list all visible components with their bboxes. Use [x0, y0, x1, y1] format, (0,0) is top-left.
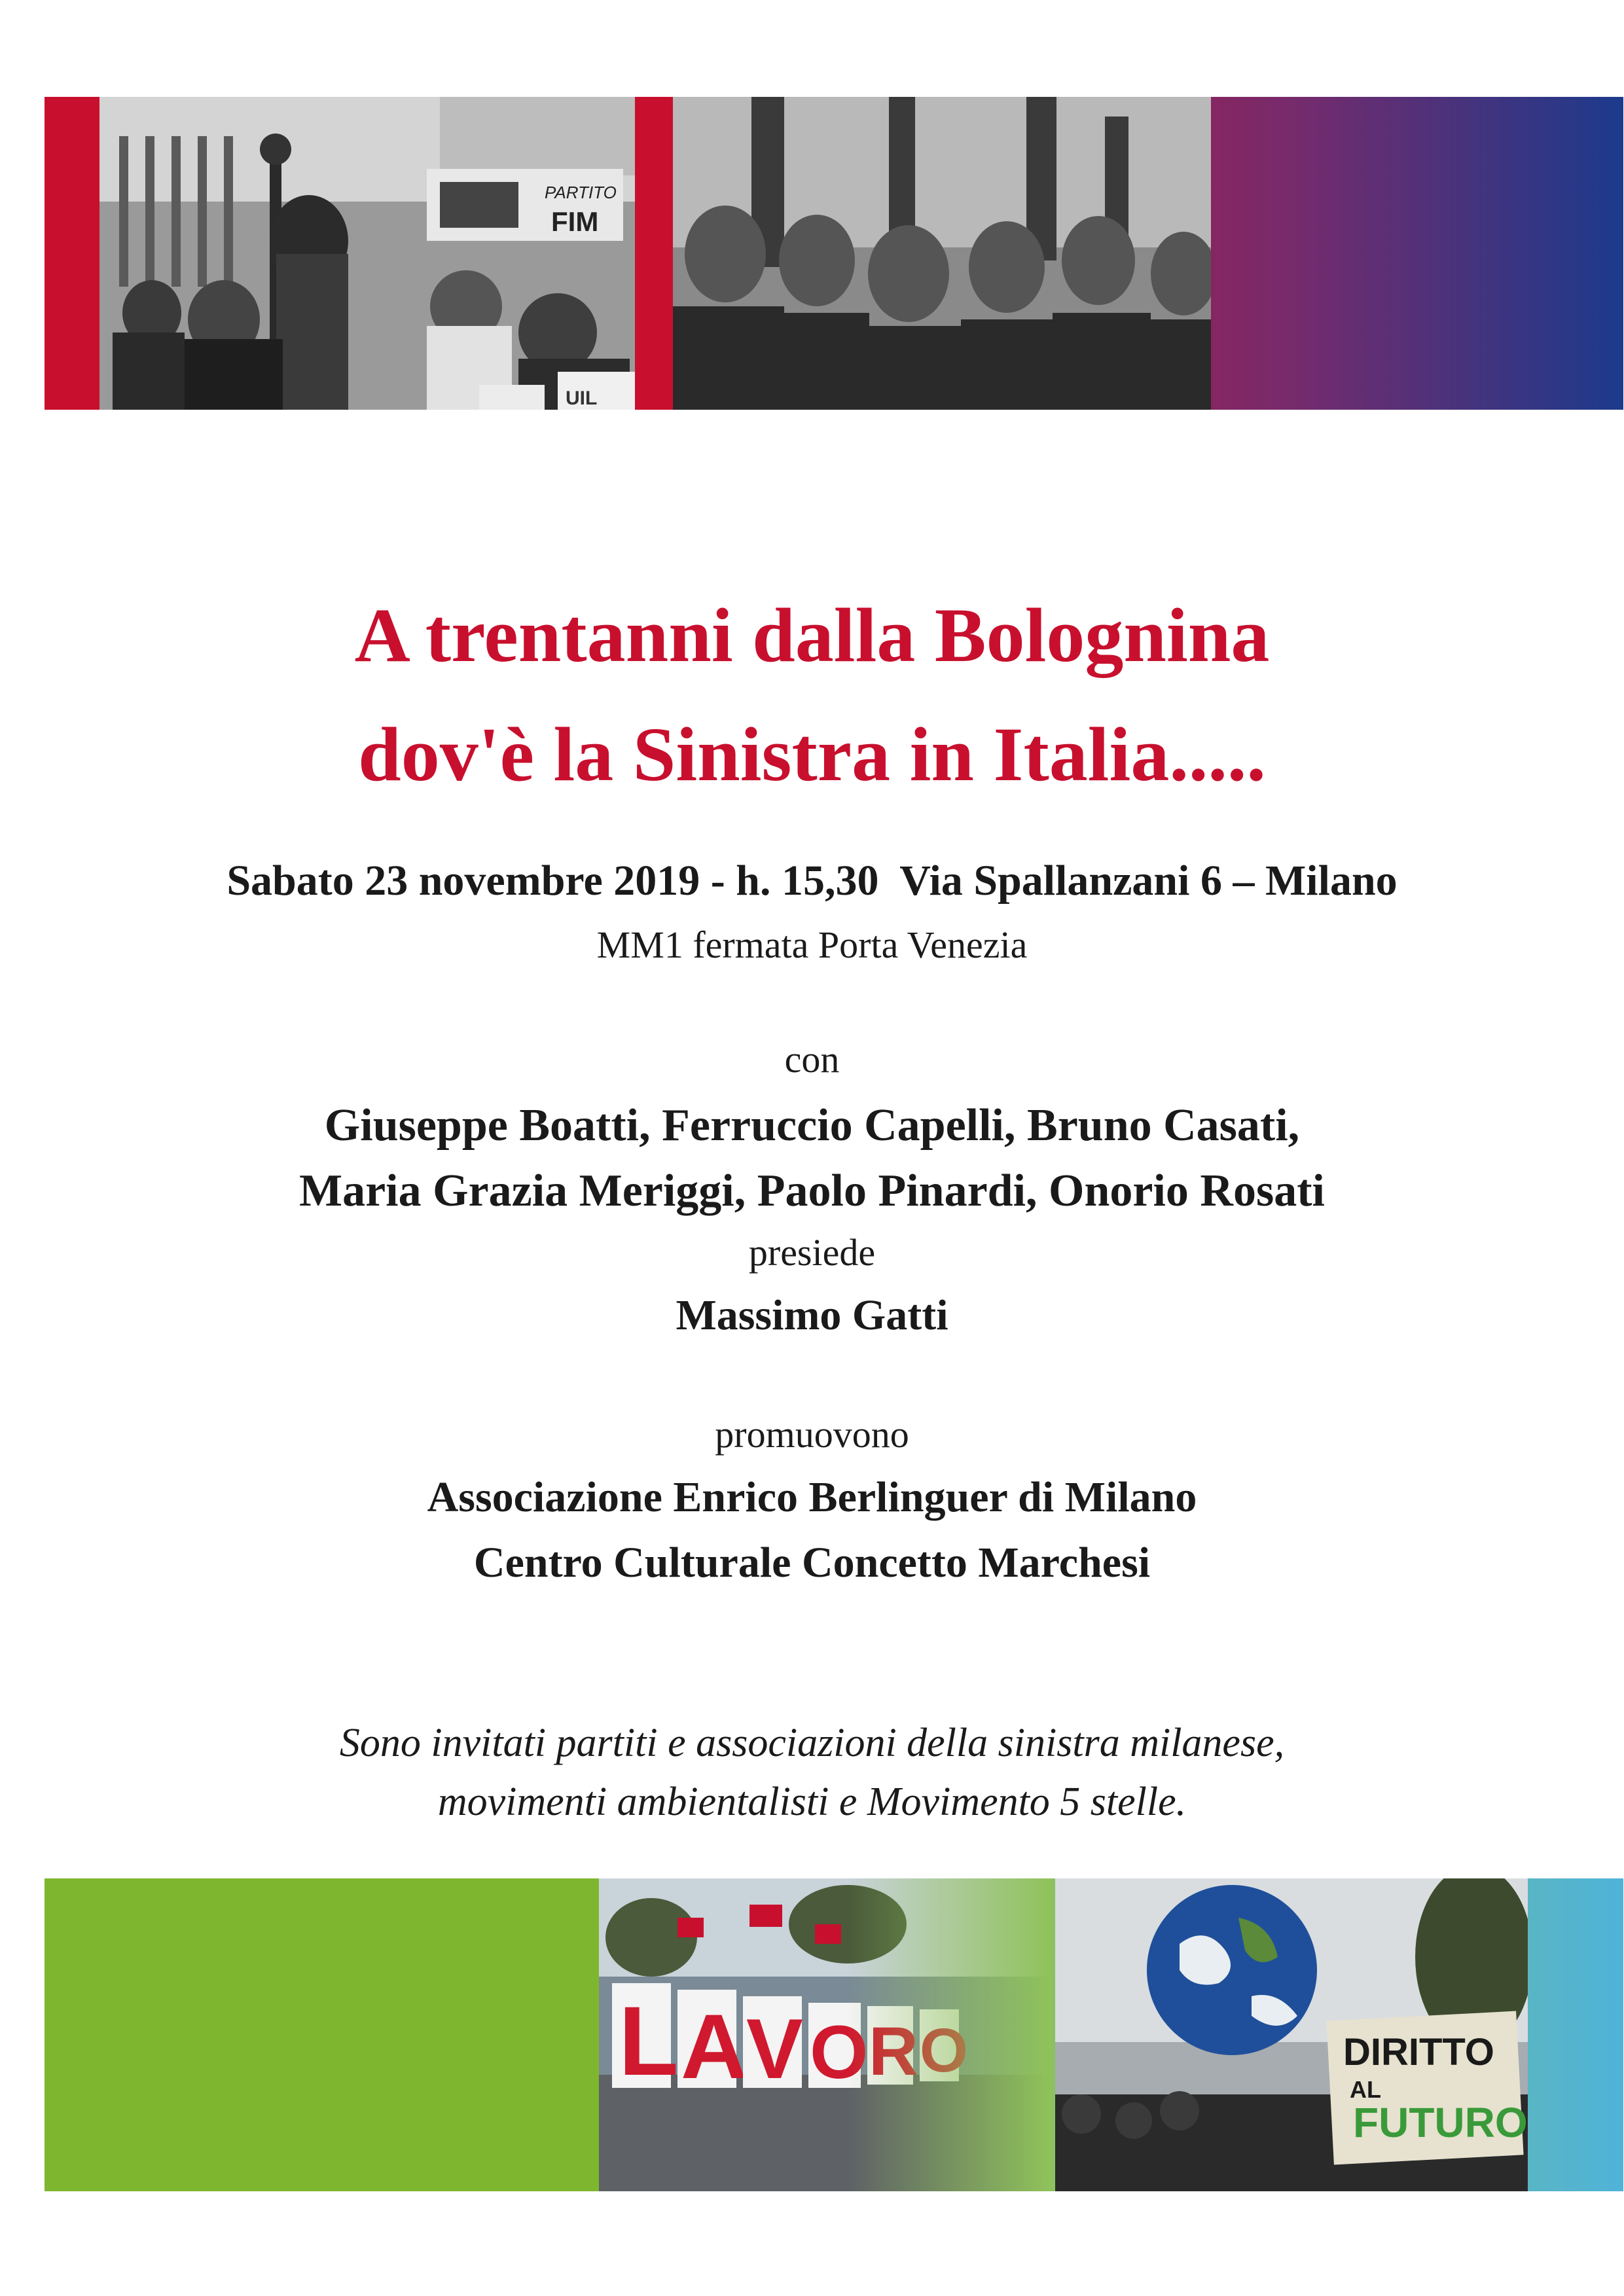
promoter-org-2: Centro Culturale Concetto Marchesi: [473, 1539, 1151, 1587]
speakers-line-2: Maria Grazia Meriggi, Paolo Pinardi, Onorio Rosati: [299, 1166, 1325, 1216]
invitation-line-2: movimenti ambientalisti e Movimento 5 stelle.: [437, 1780, 1187, 1824]
partito-banner-text: PARTITO: [545, 183, 617, 202]
event-metro-stop: MM1 fermata Porta Venezia: [596, 924, 1028, 966]
fim-banner-text: FIM: [551, 206, 599, 237]
chair-intro: presiede: [748, 1231, 876, 1274]
speakers-line-1: Giuseppe Boatti, Ferruccio Capelli, Bruno Casati,: [324, 1100, 1300, 1151]
futuro-sign-text: FUTURO: [1353, 2099, 1528, 2146]
invitation-line-1: Sono invitati partiti e associazioni della sinistra milanese,: [339, 1721, 1285, 1765]
al-sign-text: AL: [1350, 2076, 1381, 2103]
title-line-2: dov'è la Sinistra in Italia.....: [358, 711, 1266, 797]
chair-name: Massimo Gatti: [676, 1291, 948, 1339]
climate-protest-photo: [1055, 1878, 1528, 2191]
speakers-intro: con: [784, 1038, 840, 1081]
lavoro-march-photo: [599, 1878, 1051, 2191]
diritto-sign-text: DIRITTO: [1343, 2031, 1494, 2073]
title-line-1: A trentanni dalla Bolognina: [354, 592, 1270, 678]
partisans-historic-photo: [673, 97, 1211, 410]
promoters-intro: promuovono: [715, 1413, 909, 1456]
promoter-org-1: Associazione Enrico Berlinguer di Milano: [427, 1473, 1197, 1521]
uil-sign-text: UIL: [566, 387, 598, 409]
event-date-place: Sabato 23 novembre 2019 - h. 15,30 Via Spallanzani 6 – Milano: [226, 857, 1398, 905]
rally-speaker-photo: [99, 97, 635, 410]
